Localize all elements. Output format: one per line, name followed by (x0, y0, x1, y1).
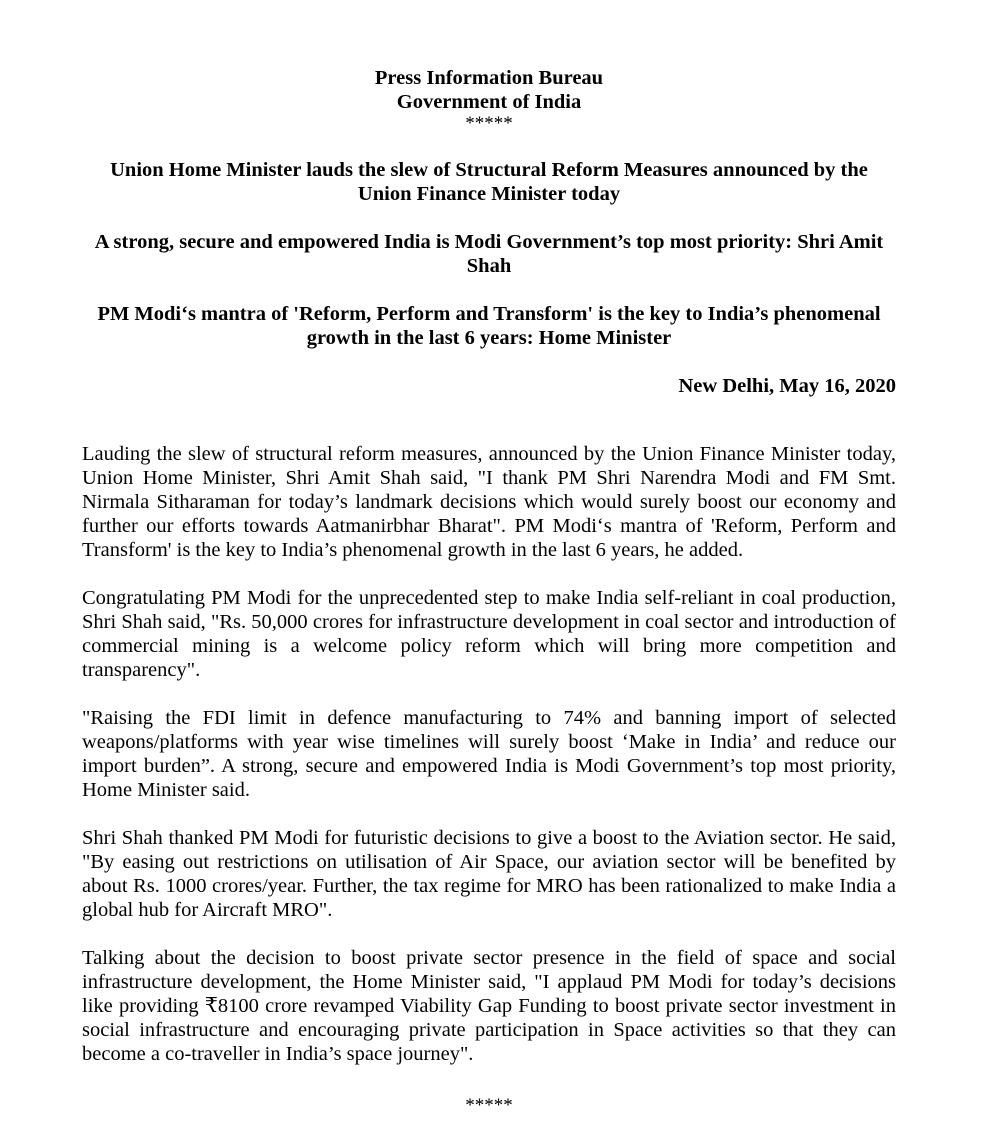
headline-sub-2: PM Modi‘s mantra of 'Reform, Perform and Transform' is the key to India’s phenomenal growth in the last 6 years: Home Minister (97, 303, 881, 349)
body-paragraph-5: Talking about the decision to boost private sector presence in the field of space and social infrastructure development, the Home Minister said, "I applaud PM Modi for today’s decisions like providing ₹8100 crore revamped Viability Gap Funding to boost private sector investment in social infrastructure and encouraging private participation in Space activities so that they can become a co-traveller in India’s space journey". (82, 947, 896, 1065)
header-separator: ***** (465, 113, 513, 134)
headline-sub-1: A strong, secure and empowered India is Modi Government’s top most priority: Shri Amit Shah (94, 231, 884, 277)
government-name: Government of India (396, 91, 582, 113)
body-paragraph-4: Shri Shah thanked PM Modi for futuristic decisions to give a boost to the Aviation sector. He said, "By easing out restrictions on utilisation of Air Space, our aviation sector will be benefited by about Rs. 1000 crores/year. Further, the tax regime for MRO has been rationalized to make India a global hub for Aircraft MRO". (82, 827, 896, 921)
body-paragraph-2: Congratulating PM Modi for the unprecedented step to make India self-reliant in coal production, Shri Shah said, "Rs. 50,000 crores for infrastructure development in coal sector and introduction of commercial mining is a welcome policy reform which will bring more competition and transparency". (82, 587, 896, 681)
press-release (82, 66, 896, 1135)
body-paragraph-3: "Raising the FDI limit in defence manufacturing to 74% and banning import of selected weapons/platforms with year wise timelines will surely boost ‘Make in India’ and reduce our import burden”. A strong, secure and empowered India is Modi Government’s top most priority, Home Minister said. (82, 707, 896, 801)
organization-name: Press Information Bureau (374, 67, 604, 89)
headline-main: Union Home Minister lauds the slew of Structural Reform Measures announced by the Union Finance Minister today (110, 159, 868, 205)
body-paragraph-1: Lauding the slew of structural reform measures, announced by the Union Finance Minister today, Union Home Minister, Shri Amit Shah said, "I thank PM Shri Narendra Modi and FM Smt. Nirmala Sitharaman for today’s landmark decisions which would surely boost our economy and further our efforts towards Aatmanirbhar Bharat". PM Modi‘s mantra of 'Reform, Perform and Transform' is the key to India’s phenomenal growth in the last 6 years, he added. (82, 443, 896, 561)
footer-separator: ***** (465, 1095, 513, 1116)
dateline: New Delhi, May 16, 2020 (678, 375, 896, 397)
